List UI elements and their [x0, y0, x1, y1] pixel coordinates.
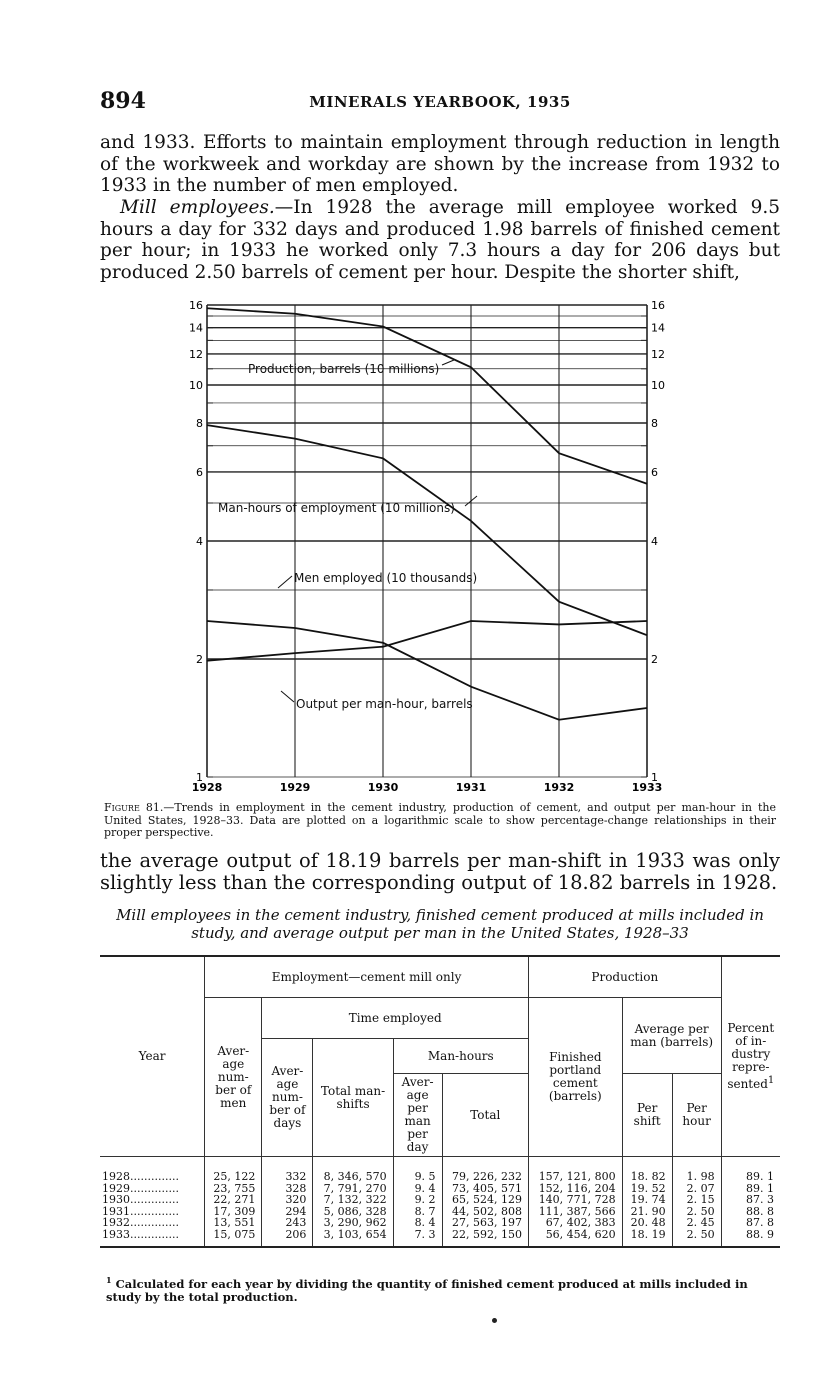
header-percent-footnote: 1 [767, 1075, 775, 1086]
cell-total-shifts: 7, 132, 322 [313, 1194, 393, 1206]
header-employment: Employment—cement mill only [205, 956, 529, 998]
cell-percent: 87. 3 [721, 1194, 780, 1206]
cell-year: 1932.............. [100, 1217, 205, 1229]
series-leader-line [442, 360, 454, 365]
cell-avg-per-day: 8. 4 [393, 1217, 442, 1229]
cell-total-hours: 27, 563, 197 [442, 1217, 528, 1229]
header-finished-cement: Finished portland cement (barrels) [528, 998, 622, 1157]
cell-finished-cement: 152, 116, 204 [528, 1183, 622, 1195]
paragraph-2-lead: Mill employees. [120, 197, 275, 218]
paragraph-2 [100, 197, 780, 283]
cell-per-hour: 2. 07 [672, 1183, 721, 1195]
y-tick-label-right: 1 [651, 771, 658, 784]
cell-total-shifts: 8, 346, 570 [313, 1157, 393, 1183]
table-container [100, 955, 780, 1248]
cell-avg-men: 23, 755 [205, 1183, 262, 1195]
header-percent [721, 956, 780, 1157]
cell-year: 1928.............. [100, 1157, 205, 1183]
cell-finished-cement: 111, 387, 566 [528, 1206, 622, 1218]
production-line [207, 308, 647, 483]
paragraph-3: the average output of 18.19 barrels per man-shift in 1933 was only slightly less than the corresponding output of 18.82 barrels in 1928. [100, 849, 780, 894]
header-avg-men: Aver-age num-ber of men [205, 998, 262, 1157]
table-caption: Mill employees in the cement industry, finished cement produced at mills included in study, and average output per man in the United States, 1928–33 [116, 906, 764, 942]
cell-percent: 87. 8 [721, 1217, 780, 1229]
header-avg-per-man: Average per man (barrels) [622, 998, 721, 1074]
footnote-mark: 1 [106, 1275, 112, 1285]
cell-avg-men: 17, 309 [205, 1206, 262, 1218]
y-tick-label: 16 [189, 299, 203, 312]
table-row [100, 1194, 780, 1206]
y-tick-label-right: 2 [651, 653, 658, 666]
cell-total-shifts: 7, 791, 270 [313, 1183, 393, 1195]
cell-finished-cement: 140, 771, 728 [528, 1194, 622, 1206]
cell-avg-per-day: 9. 2 [393, 1194, 442, 1206]
cell-avg-per-day: 8. 7 [393, 1206, 442, 1218]
cell-total-shifts: 3, 103, 654 [313, 1229, 393, 1248]
y-tick-label: 4 [196, 535, 203, 548]
y-tick-label-right: 10 [651, 379, 665, 393]
cell-year: 1930.............. [100, 1194, 205, 1206]
x-tick-label: 1932 [543, 781, 575, 794]
man-hours-line [207, 425, 647, 635]
header-per-shift: Per shift [622, 1074, 672, 1157]
table-row [100, 1157, 780, 1183]
cell-percent: 88. 8 [721, 1206, 780, 1218]
cell-finished-cement: 56, 454, 620 [528, 1229, 622, 1248]
header-total: Total [442, 1074, 528, 1157]
page-header [100, 88, 780, 118]
figure-caption [104, 802, 776, 840]
y-tick-label-right: 16 [651, 299, 665, 312]
series-label: Men employed (10 thousands) [294, 571, 478, 585]
header-man-hours: Man-hours [393, 1039, 528, 1074]
cell-per-hour: 2. 50 [672, 1229, 721, 1248]
cell-year: 1929.............. [100, 1183, 205, 1195]
y-tick-label: 1 [196, 771, 203, 784]
cell-finished-cement: 157, 121, 800 [528, 1157, 622, 1183]
y-tick-label: 10 [189, 379, 203, 393]
header-production: Production [528, 956, 721, 998]
y-tick-label-right: 8 [651, 417, 658, 430]
x-tick-label: 1931 [455, 781, 487, 794]
header-total-shifts: Total man-shifts [313, 1039, 393, 1157]
footnote-text: Calculated for each year by dividing the quantity of finished cement produced at mills included in study by the total production. [106, 1276, 748, 1304]
header-percent-text: Percent of in-dustry repre-sented [727, 1021, 775, 1091]
cell-per-shift: 19. 52 [622, 1183, 672, 1195]
y-tick-label: 8 [196, 417, 203, 430]
cell-finished-cement: 67, 402, 383 [528, 1217, 622, 1229]
table-row [100, 1229, 780, 1248]
y-tick-label-right: 4 [651, 535, 658, 548]
table-row [100, 1217, 780, 1229]
paragraph-2-text: —In 1928 the average mill employee worked 9.5 hours a day for 332 days and produced 1.98 barrels of finished cement per hour; in 1933 he worked only 7.3 hours a day for 206 days but produced 2.50 barrels of cement per hour. Despite the shorter shift, [100, 197, 780, 283]
cell-total-hours: 44, 502, 808 [442, 1206, 528, 1218]
header-per-hour: Per hour [672, 1074, 721, 1157]
y-tick-label-right: 14 [651, 321, 665, 335]
trend-chart [180, 294, 680, 800]
cell-total-hours: 22, 592, 150 [442, 1229, 528, 1248]
x-tick-label: 1933 [631, 781, 663, 794]
header-year: Year [100, 956, 205, 1157]
series-label: Man-hours of employment (10 millions) [218, 501, 455, 515]
cell-avg-per-day: 7. 3 [393, 1229, 442, 1248]
figure-caption-text: —Trends in employment in the cement industry, production of cement, and output per man-hour in the United States, 1928–33. Data are plotted on a logarithmic scale to show percentage-change relationships in their proper perspective. [104, 801, 777, 839]
cell-avg-days: 328 [262, 1183, 313, 1195]
cell-percent: 89. 1 [721, 1157, 780, 1183]
cell-total-hours: 65, 524, 129 [442, 1194, 528, 1206]
cell-avg-men: 25, 122 [205, 1157, 262, 1183]
cell-year: 1933.............. [100, 1229, 205, 1248]
series-leader-line [281, 691, 294, 702]
page-mark [492, 1318, 497, 1323]
cell-avg-days: 206 [262, 1229, 313, 1248]
header-avg-days: Aver-age num-ber of days [262, 1039, 313, 1157]
series-label: Production, barrels (10 millions) [248, 362, 440, 376]
running-title: MINERALS YEARBOOK, 1935 [309, 93, 571, 111]
cell-per-shift: 21. 90 [622, 1206, 672, 1218]
footnote [106, 1274, 776, 1304]
cell-total-hours: 73, 405, 571 [442, 1183, 528, 1195]
cell-total-hours: 79, 226, 232 [442, 1157, 528, 1183]
cell-avg-days: 320 [262, 1194, 313, 1206]
cell-per-shift: 19. 74 [622, 1194, 672, 1206]
cell-avg-per-day: 9. 5 [393, 1157, 442, 1183]
cell-avg-days: 243 [262, 1217, 313, 1229]
x-tick-label: 1930 [367, 781, 399, 794]
cell-per-shift: 18. 82 [622, 1157, 672, 1183]
table-row [100, 1183, 780, 1195]
cell-per-shift: 18. 19 [622, 1229, 672, 1248]
cell-avg-days: 294 [262, 1206, 313, 1218]
y-tick-label-right: 12 [651, 347, 665, 361]
cell-percent: 88. 9 [721, 1229, 780, 1248]
y-tick-label: 2 [196, 653, 203, 666]
cell-percent: 89. 1 [721, 1183, 780, 1195]
table-row [100, 1206, 780, 1218]
header-time-employed: Time employed [262, 998, 529, 1039]
cell-year: 1931.............. [100, 1206, 205, 1218]
page-number: 894 [100, 88, 146, 114]
cell-avg-men: 22, 271 [205, 1194, 262, 1206]
cell-avg-men: 13, 551 [205, 1217, 262, 1229]
header-avg-per-day: Aver-age per man per day [393, 1074, 442, 1157]
y-tick-label: 12 [189, 347, 203, 361]
series-label: Output per man-hour, barrels [296, 697, 473, 711]
figure-label: Figure 81. [104, 801, 164, 814]
cell-total-shifts: 3, 290, 962 [313, 1217, 393, 1229]
series-leader-line [278, 576, 292, 588]
cement-employment-table [100, 955, 780, 1248]
cell-per-hour: 1. 98 [672, 1157, 721, 1183]
cell-total-shifts: 5, 086, 328 [313, 1206, 393, 1218]
paragraph-1: and 1933. Efforts to maintain employment through reduction in length of the workweek and workday are shown by the increase from 1932 to 1933 in the number of men employed. [100, 132, 780, 196]
cell-avg-men: 15, 075 [205, 1229, 262, 1248]
y-tick-label-right: 6 [651, 465, 658, 479]
cell-per-hour: 2. 15 [672, 1194, 721, 1206]
cell-avg-days: 332 [262, 1157, 313, 1183]
y-tick-label: 6 [196, 465, 203, 479]
cell-per-shift: 20. 48 [622, 1217, 672, 1229]
x-tick-label: 1929 [279, 781, 311, 794]
x-tick-label: 1928 [191, 781, 223, 794]
y-tick-label: 14 [189, 321, 203, 335]
cell-per-hour: 2. 50 [672, 1206, 721, 1218]
cell-avg-per-day: 9. 4 [393, 1183, 442, 1195]
cell-per-hour: 2. 45 [672, 1217, 721, 1229]
